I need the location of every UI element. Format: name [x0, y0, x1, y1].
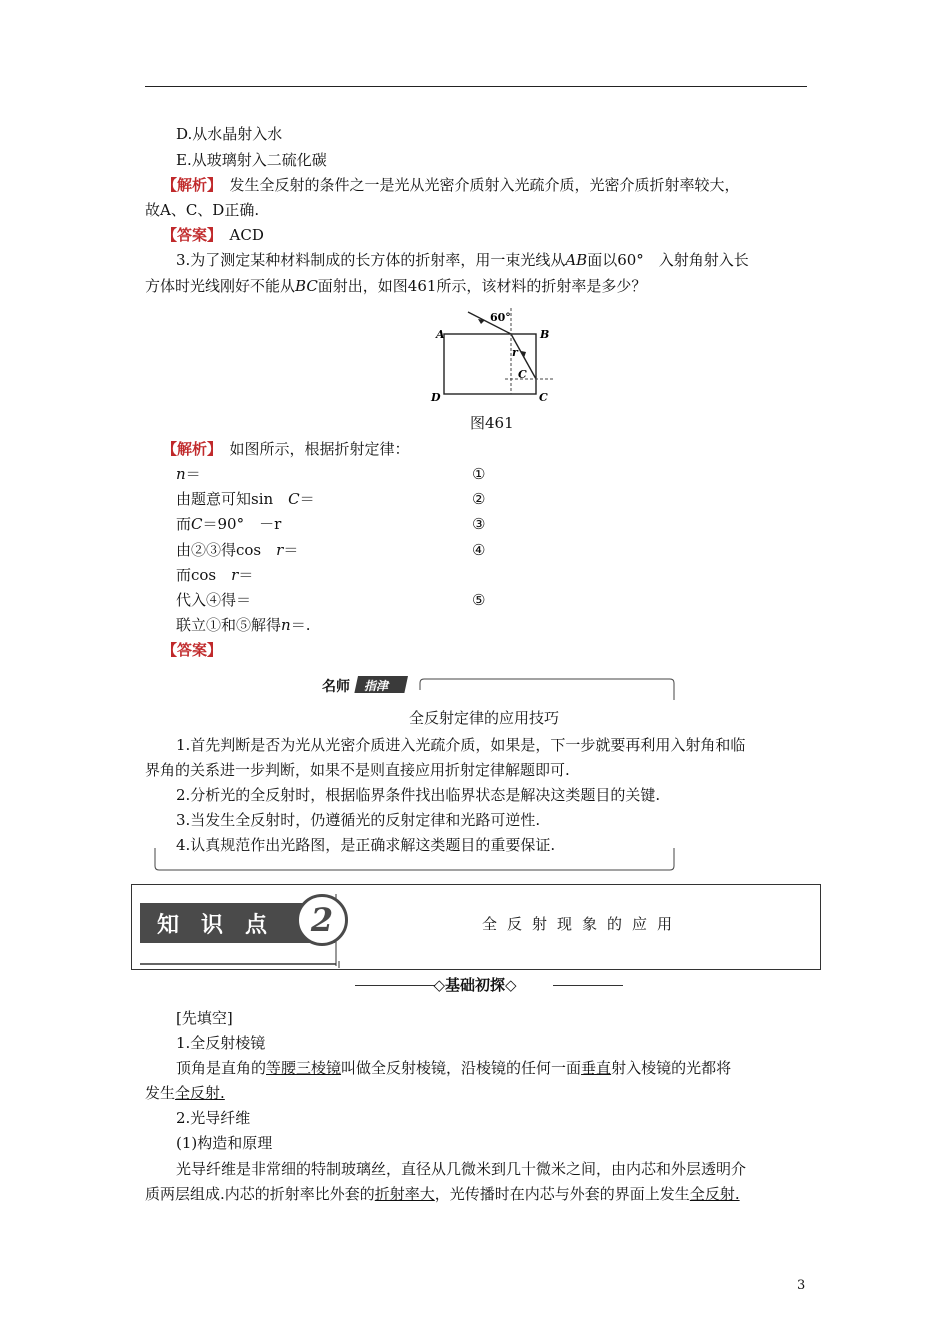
answer-label: 【答案】 — [162, 226, 215, 244]
tip-item-2: 2.分析光的全反射时，根据临界条件找出临界状态是解决这类题目的关键. — [176, 786, 661, 804]
tip-item-1-cont: 界角的关系进一步判断，如果不是则直接应用折射定律解题即可. — [145, 761, 570, 779]
tip-item-1: 1.首先判断是否为光从光密介质进入光疏介质，如果是，下一步就要再利用入射角和临 — [176, 736, 746, 754]
analysis-text: 发生全反射的条件之一是光从光密介质射入光疏介质，光密介质折射率较大， — [214, 176, 740, 194]
blank-prism: 等腰三棱镜 — [266, 1059, 342, 1077]
q3-text-a: 3.为了测定某种材料制成的长方体的折射率，用一束光线从 — [176, 251, 566, 269]
section-2-text-2: 质两层组成.内芯的折射率比外套的折射率大，光传播时在内芯与外套的界面上发生全反射. — [145, 1185, 740, 1203]
blank-total-reflection-2: 全反射. — [689, 1185, 740, 1203]
step-3: 而C＝90° －r — [176, 515, 282, 533]
blank-vertical: 垂直 — [581, 1059, 612, 1077]
analysis-1-cont: 故A、C、D正确. — [145, 201, 260, 219]
tip-badge-b: 指津 — [364, 679, 389, 693]
section-2-text-1: 光导纤维是非常细的特制玻璃丝，直径从几微米到几十微米之间，由内芯和外层透明介 — [176, 1160, 747, 1178]
q3-ab: AB — [565, 251, 588, 269]
basics-header: ◇基础初探◇ — [433, 976, 517, 994]
tip-item-3: 3.当发生全反射时，仍遵循光的反射定律和光路可逆性. — [176, 811, 541, 829]
answer-1 — [162, 225, 264, 245]
section-2-subtitle: (1)构造和原理 — [176, 1134, 273, 1152]
prism-rect — [444, 334, 536, 394]
step-4-number: ④ — [472, 541, 486, 559]
step-4: 由②③得cos r＝ — [176, 541, 299, 559]
q3-bc: BC — [295, 277, 318, 295]
label-r: r — [512, 346, 518, 359]
step-2: 由题意可知sin C＝ — [176, 490, 315, 508]
step-1: n＝ — [176, 465, 201, 483]
step-3-number: ③ — [472, 515, 486, 533]
step-7: 联立①和⑤解得n＝. — [176, 616, 311, 634]
blank-index-larger: 折射率大 — [374, 1185, 435, 1203]
label-c: C — [539, 391, 548, 404]
header-rule — [145, 86, 807, 87]
step-1-number: ① — [472, 465, 486, 483]
angle-60: 60° — [490, 311, 511, 324]
step-2-number: ② — [472, 490, 486, 508]
step-6-number: ⑤ — [472, 591, 486, 609]
label-d: D — [431, 391, 441, 404]
knowledge-number: 2 — [296, 894, 348, 946]
label-b: B — [540, 328, 550, 341]
page-number: 3 — [797, 1278, 806, 1293]
tip-title: 全反射定律的应用技巧 — [409, 709, 560, 727]
solution-intro-text: 如图所示，根据折射定律： — [214, 440, 410, 458]
analysis-label: 【解析】 — [162, 176, 215, 194]
question-3-line2 — [145, 276, 646, 296]
option-e: E.从玻璃射入二硫化碳 — [176, 151, 327, 169]
solution-label: 【解析】 — [162, 440, 215, 458]
step-6: 代入④得＝ — [176, 591, 252, 609]
step-5: 而cos r＝ — [176, 566, 254, 584]
tip-frame-top — [420, 679, 674, 700]
label-critical-angle: C — [518, 368, 527, 381]
tip-badge-a: 名师 — [322, 679, 350, 695]
answer-2-label: 【答案】 — [162, 641, 223, 659]
knowledge-title: 全反射现象的应用 — [482, 915, 683, 933]
section-1-text: 顶角是直角的等腰三棱镜叫做全反射棱镜，沿棱镜的任何一面垂直射入棱镜的光都将 — [176, 1059, 732, 1077]
section-1-text-cont: 发生全反射. — [145, 1084, 225, 1102]
q3-text-d: 面射出，如图461所示，该材料的折射率是多少？ — [317, 277, 647, 295]
question-3-line1 — [176, 250, 749, 270]
q3-text-c: 方体时光线刚好不能从 — [145, 277, 296, 295]
fill-blank-label: [先填空] — [176, 1009, 233, 1027]
answer-text: ACD — [214, 226, 264, 244]
label-a: A — [436, 328, 445, 341]
tip-item-4: 4.认真规范作出光路图，是正确求解这类题目的重要保证. — [176, 836, 556, 854]
section-2-title: 2.光导纤维 — [176, 1109, 251, 1127]
knowledge-heading: 知 识 点 — [157, 913, 268, 938]
figure-caption: 图461 — [470, 414, 514, 432]
analysis-1 — [162, 175, 740, 195]
option-d: D.从水晶射入水 — [176, 125, 283, 143]
q3-text-b: 面以60° 入射角射入长 — [587, 251, 749, 269]
section-1-title: 1.全反射棱镜 — [176, 1034, 266, 1052]
solution-intro — [162, 439, 410, 459]
figure-461 — [425, 303, 560, 408]
answer-2 — [162, 640, 222, 660]
blank-total-reflection: 全反射. — [175, 1084, 225, 1102]
